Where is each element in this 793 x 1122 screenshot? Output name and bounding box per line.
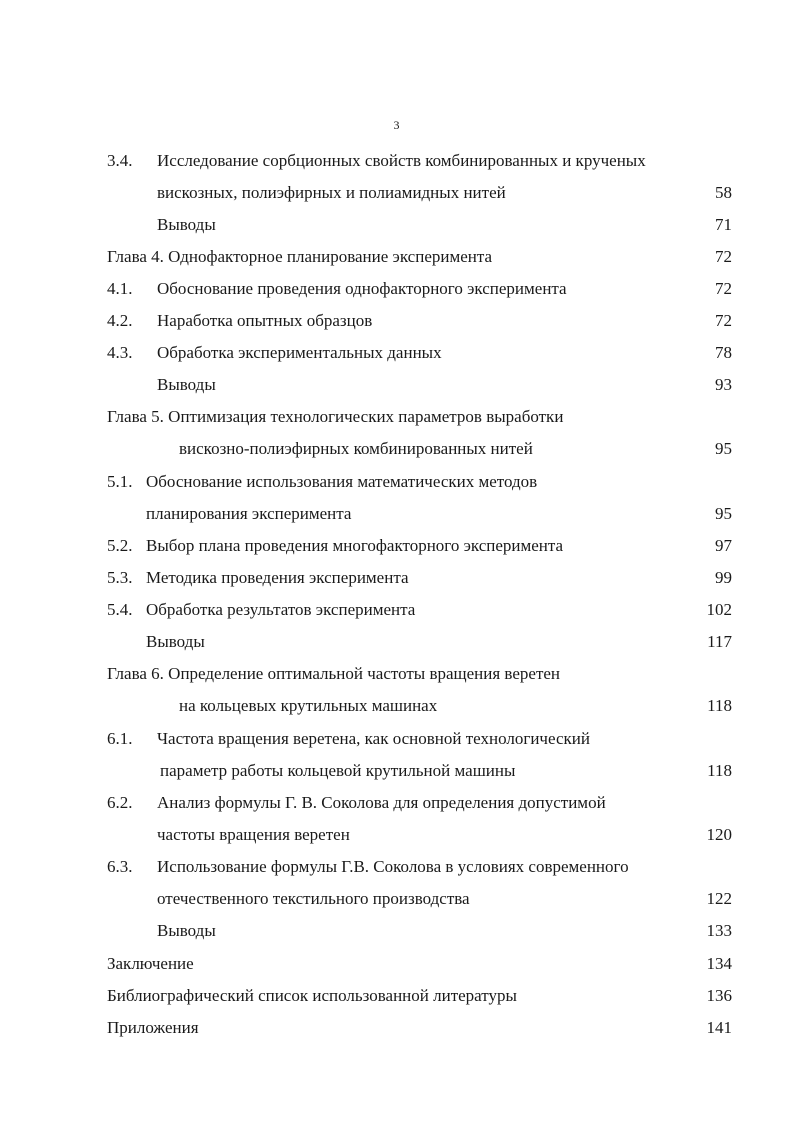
section-number: 4.1. — [107, 279, 133, 298]
page-ref: 117 — [707, 632, 732, 651]
section-title: Методика проведения эксперимента — [146, 568, 409, 587]
section-number: 6.1. — [107, 729, 133, 748]
chapter-title-cont: на кольцевых крутильных машинах — [179, 696, 438, 715]
section-title: Приложения — [107, 1018, 199, 1037]
section-title: Обработка результатов эксперимента — [146, 600, 416, 619]
page-ref: 120 — [706, 825, 732, 844]
chapter-title: Глава 4. Однофакторное планирование эксперимента — [107, 247, 493, 266]
section-number: 6.3. — [107, 857, 133, 876]
page-ref: 78 — [715, 343, 732, 362]
section-number: 5.2. — [107, 536, 133, 555]
section-title-cont: планирования эксперимента — [146, 504, 352, 523]
page-ref: 72 — [715, 247, 732, 266]
section-number: 4.3. — [107, 343, 133, 362]
section-title: Выводы — [157, 375, 216, 394]
section-title: Выводы — [146, 632, 205, 651]
chapter-title-cont: вискозно-полиэфирных комбинированных нитей — [179, 439, 533, 458]
section-number: 3.4. — [107, 151, 133, 170]
section-title: Библиографический список использованной литературы — [107, 986, 517, 1005]
page-ref: 97 — [715, 536, 732, 555]
section-title: Выбор плана проведения многофакторного эксперимента — [146, 536, 564, 555]
page-ref: 93 — [715, 375, 732, 394]
page-ref: 58 — [715, 183, 732, 202]
section-title: Заключение — [107, 954, 194, 973]
page-ref: 102 — [706, 600, 732, 619]
section-title: Исследование сорбционных свойств комбинированных и крученых — [157, 151, 646, 170]
page-ref: 133 — [706, 921, 732, 940]
section-number: 5.1. — [107, 472, 133, 491]
page-ref: 136 — [706, 986, 732, 1005]
page-ref: 71 — [715, 215, 732, 234]
section-number: 5.4. — [107, 600, 133, 619]
page-ref: 118 — [707, 761, 732, 780]
section-title: Анализ формулы Г. В. Соколова для определения допустимой — [157, 793, 606, 812]
page-ref: 99 — [715, 568, 732, 587]
section-number: 6.2. — [107, 793, 133, 812]
section-title: Обоснование проведения однофакторного эксперимента — [157, 279, 567, 298]
section-number: 4.2. — [107, 311, 133, 330]
section-title-cont: вискозных, полиэфирных и полиамидных нитей — [157, 183, 506, 202]
section-title-cont: параметр работы кольцевой крутильной машины — [160, 761, 516, 780]
section-number: 5.3. — [107, 568, 133, 587]
section-title: Выводы — [157, 921, 216, 940]
page-ref: 118 — [707, 696, 732, 715]
page-ref: 72 — [715, 311, 732, 330]
page-ref: 95 — [715, 439, 732, 458]
section-title: Использование формулы Г.В. Соколова в условиях современного — [157, 857, 629, 876]
section-title: Выводы — [157, 215, 216, 234]
chapter-title: Глава 5. Оптимизация технологических параметров выработки — [107, 407, 564, 426]
section-title-cont: частоты вращения веретен — [157, 825, 350, 844]
section-title: Частота вращения веретена, как основной технологический — [157, 729, 590, 748]
page-ref: 95 — [715, 504, 732, 523]
page-ref: 122 — [706, 889, 732, 908]
section-title: Обоснование использования математических методов — [146, 472, 538, 491]
page-ref: 72 — [715, 279, 732, 298]
section-title-cont: отечественного текстильного производства — [157, 889, 470, 908]
page-ref: 134 — [706, 954, 732, 973]
chapter-title: Глава 6. Определение оптимальной частоты вращения веретен — [107, 664, 561, 683]
page-ref: 141 — [706, 1018, 732, 1037]
page-number: 3 — [393, 118, 400, 132]
section-title: Обработка экспериментальных данных — [157, 343, 442, 362]
section-title: Наработка опытных образцов — [157, 311, 373, 330]
